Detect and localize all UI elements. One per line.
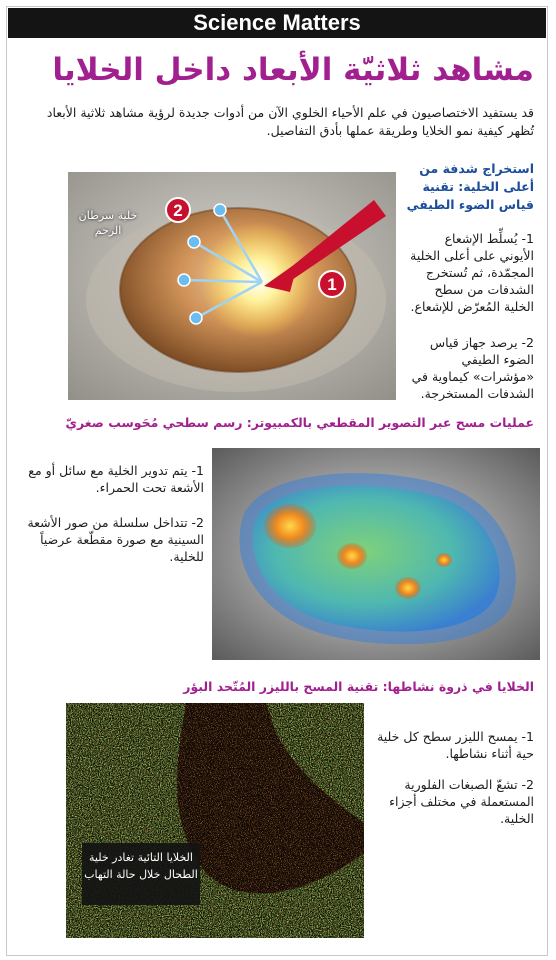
ct-cell-illustration bbox=[212, 448, 540, 660]
section1-heading: استخراج شدفة من أعلى الخلية: تقنية قياس الضوء الطيفي bbox=[406, 161, 534, 212]
section2-heading: عمليات مسح عبر التصوير المقطعي بالكمبيوتر: رسم سطحي مُحَوسب صغريّ bbox=[65, 415, 534, 430]
section1-step1: 1- يُسلِّط الإشعاع الأيوني على أعلى الخلية المجمّدة، ثم تُستخرج الشدفات من سطح الخلية المُعرّض للإشعاع. bbox=[410, 231, 534, 314]
section3-step1: 1- يمسح الليزر سطح كل خلية حية أثناء نشاطها. bbox=[377, 729, 534, 761]
section2-step1: 1- يتم تدوير الخلية مع سائل أو مع الأشعة تحت الحمراء. bbox=[28, 463, 204, 495]
article-intro: قد يستفيد الاختصاصيون في علم الأحياء الخلوي الآن من أدوات جديدة لرؤية مشاهد ثلاثية الأبعاد تُظهر كيفية نمو الخلايا وطريقة عملها بأدق التفاصيل. bbox=[46, 105, 534, 138]
section-banner: Science Matters bbox=[8, 8, 546, 38]
section3-heading: الخلايا في ذروة نشاطها: تقنية المسح بالليزر المُتّحد البؤر bbox=[183, 679, 534, 694]
section1-step2: 2- يرصد جهاز قياس الضوء الطيفي «مؤشرات» كيماوية في الشدفات المستخرجة. bbox=[411, 335, 534, 401]
cell-image-label: خلية سرطان الرحم bbox=[78, 209, 138, 237]
ct-scan-image bbox=[212, 448, 540, 660]
section2-step2: 2- تتداخل سلسلة من صور الأشعة السينية مع صورة مقطّعة عرضياً للخلية. bbox=[27, 515, 204, 564]
section3-step2: 2- تشعّ الصبغات الفلورية المستعملة في مختلف أجزاء الخلية. bbox=[389, 777, 534, 826]
cancer-cell-illustration bbox=[68, 172, 396, 400]
marker-1-label: 1 bbox=[327, 275, 337, 294]
laser-image-caption: الخلايا التائية تغادر خلية الطحال خلال حالة التهاب bbox=[82, 843, 200, 905]
article-title: مشاهد ثلاثيّة الأبعاد داخل الخلايا bbox=[52, 52, 534, 88]
marker-2-label: 2 bbox=[173, 201, 183, 220]
cancer-cell-image bbox=[68, 172, 396, 400]
